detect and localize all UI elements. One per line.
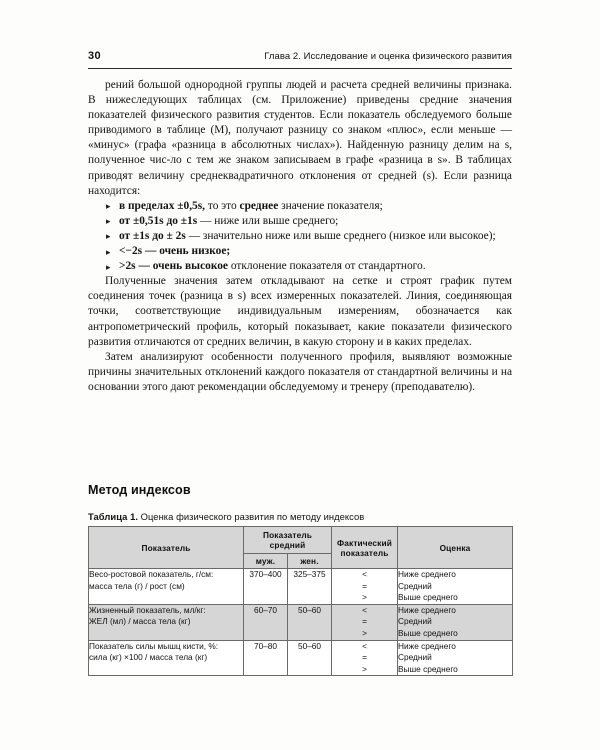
col-header-mean-group: Показатель средний (244, 527, 332, 554)
table-body (89, 569, 513, 676)
bullet-lead: от ±1s до ± 2s (119, 229, 186, 242)
sign-value: > (362, 663, 367, 674)
table-row (89, 569, 513, 605)
indicator-line: Показатель силы мышц кисти, %: (89, 640, 219, 651)
cell-evaluations (398, 569, 513, 605)
section-heading: Метод индексов (88, 483, 191, 497)
bullet-lead: >2s — очень высокое (119, 260, 228, 273)
table-row (89, 604, 513, 640)
evaluation-value: Выше среднего (398, 592, 458, 603)
list-item (88, 229, 512, 244)
sign-value: < (362, 569, 367, 579)
cell-male-mean: 70–80 (244, 640, 288, 676)
bullet-triangle-icon: ▸ (106, 231, 111, 242)
cell-indicator (89, 569, 244, 605)
cell-female-mean: 50–60 (288, 640, 332, 676)
table-header-row-1 (89, 527, 513, 554)
evaluation-value: Средний (398, 616, 432, 627)
bullet-tail: — значительно ниже или выше среднего (низкое или высокое); (185, 229, 496, 242)
cell-female-mean: 325–375 (288, 569, 332, 605)
indicator-line: Весо-ростовой показатель, г/см: (89, 569, 214, 579)
list-item (88, 214, 512, 229)
evaluation-value: Выше среднего (398, 663, 458, 674)
indicator-line: ЖЕЛ (мл) / масса тела (кг) (89, 616, 191, 627)
cell-evaluations (398, 604, 513, 640)
col-header-evaluation: Оценка (398, 527, 513, 569)
bullet-triangle-icon: ▸ (106, 201, 111, 212)
cell-actual-signs (332, 569, 398, 605)
sign-value: = (362, 616, 367, 627)
bullet-emph: среднее (239, 199, 279, 212)
cell-indicator (89, 640, 244, 676)
indicator-line: масса тела (г) / рост (см) (89, 580, 185, 591)
list-item (88, 259, 512, 274)
table-row (89, 640, 513, 676)
indicator-line: Жизненный показатель, мл/кг: (89, 604, 206, 615)
evaluation-value: Ниже среднего (398, 569, 456, 579)
sign-value: = (362, 580, 367, 591)
list-item (88, 199, 512, 214)
table-caption-label: Таблица 1. (88, 511, 138, 522)
cell-female-mean: 50–60 (288, 604, 332, 640)
page-number: 30 (88, 50, 102, 62)
table-head (89, 527, 513, 569)
paragraph-1: рений большой однородной группы людей и расчета средней величины признака. В нижеследующих таблицах (см. Приложение) приведены средние значения показателей физического развития студентов. Если показатель обследуемого больше приводимого в таблице (М), получают разницу со знаком «плюс», если меньше — «минус» (графа «разница в абсолютных числах»). Найденную разницу делим на s, полученное чис-ло с тем же знаком записываем в графе «разница в s». В таблицах приводят величину среднеквадратичного отклонения от средней (s). Если разница находится: (88, 79, 512, 197)
sign-value: < (362, 640, 367, 651)
cell-actual-signs (332, 640, 398, 676)
running-head (88, 50, 512, 62)
cell-male-mean: 60–70 (244, 604, 288, 640)
bullet-tail: значение показателя; (278, 199, 383, 212)
cell-male-mean: 370–400 (244, 569, 288, 605)
bullet-triangle-icon: ▸ (106, 216, 111, 227)
bullet-lead: от ±0,51s до ±1s (119, 214, 198, 227)
list-item (88, 244, 512, 259)
cell-actual-signs (332, 604, 398, 640)
chapter-title: Глава 2. Исследование и оценка физического развития (264, 51, 512, 62)
evaluation-value: Ниже среднего (398, 604, 456, 615)
bullet-tail: — ниже или выше среднего; (197, 214, 339, 227)
evaluation-value: Средний (398, 580, 432, 591)
col-header-actual: Фактический показатель (332, 527, 398, 569)
paragraph-3: Затем анализируют особенности полученного профиля, выявляют возможные причины значительных отклонений каждого показателя от стандартной величины и на основании этого дают рекомендации обследуемому и тренеру (преподавателю). (88, 350, 512, 393)
criteria-bullet-list (88, 199, 512, 274)
sign-value: < (362, 604, 367, 615)
cell-indicator (89, 604, 244, 640)
sign-value: > (362, 592, 367, 603)
cell-evaluations (398, 640, 513, 676)
sign-value: = (362, 652, 367, 663)
bullet-lead: <−2s — очень низкое; (119, 245, 231, 258)
body-column (88, 78, 512, 395)
sign-value: > (362, 627, 367, 638)
evaluation-value: Ниже среднего (398, 640, 456, 651)
table-caption-text: Оценка физического развития по методу индексов (138, 511, 365, 522)
col-header-male: муж. (244, 554, 288, 569)
paragraph-2: Полученные значения затем откладывают на сетке и строят график путем соединения точек (разница в s) всех измеренных показателей. Линия, соединяющая точки, соответствующие индивидуальным измерениям, обозначается как антропометрический профиль, который показывает, какие показатели физического развития отличаются от средних величин, в какую сторону и в каких пределах. (88, 275, 512, 348)
col-header-female: жен. (288, 554, 332, 569)
header-rule (88, 68, 512, 69)
bullet-triangle-icon: ▸ (106, 261, 111, 272)
indicator-line: сила (кг) ×100 / масса тела (кг) (89, 652, 208, 663)
bullet-tail: отклонение показателя от стандартного. (227, 260, 426, 273)
bullet-mid: то это (205, 199, 240, 212)
table-caption (88, 511, 364, 522)
index-method-table-wrapper (88, 526, 512, 676)
col-header-indicator: Показатель (89, 527, 244, 569)
index-method-table (88, 526, 513, 676)
evaluation-value: Средний (398, 652, 432, 663)
bullet-lead: в пределах ±0,5s, (119, 199, 206, 212)
evaluation-value: Выше среднего (398, 627, 458, 638)
bullet-triangle-icon: ▸ (106, 246, 111, 257)
